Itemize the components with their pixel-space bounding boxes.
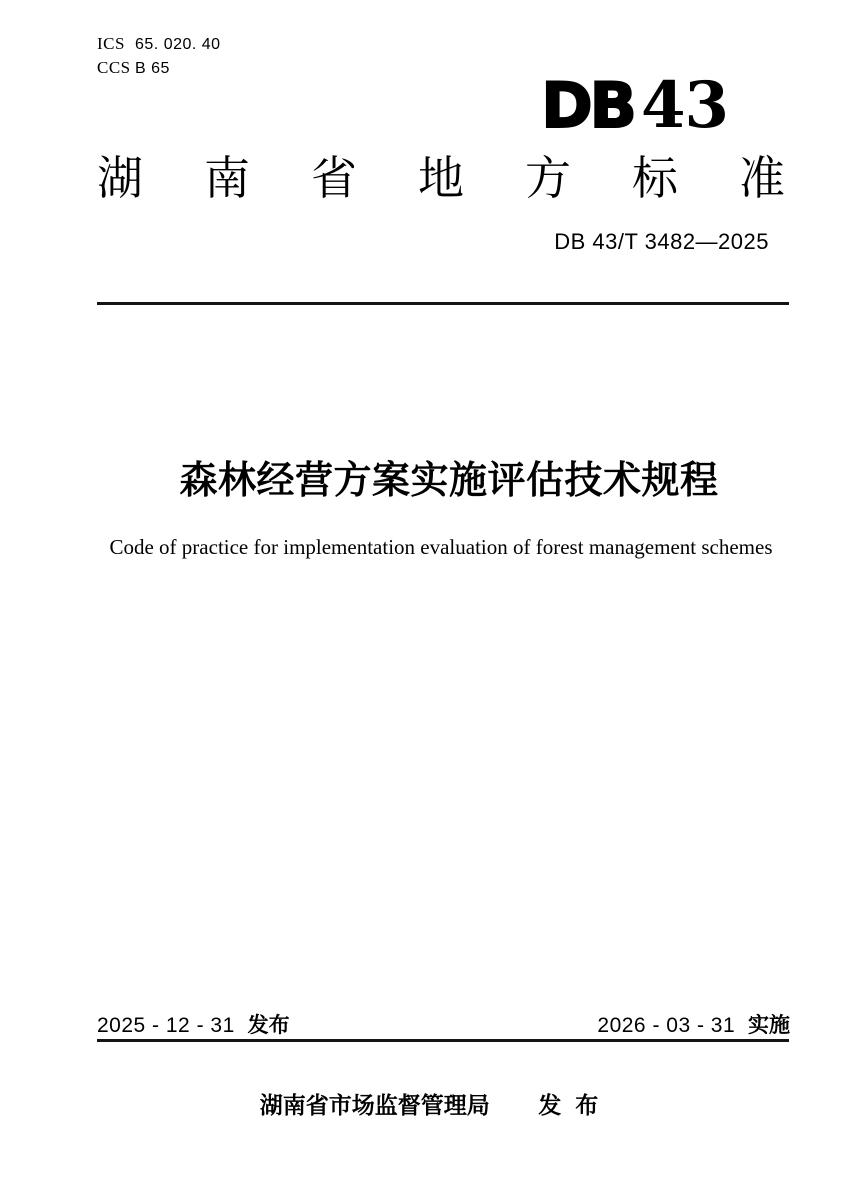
standard-category-char: 方 [525,152,571,204]
classification-codes [97,34,221,82]
ccs-value: B 65 [135,60,170,77]
footer-divider-line [97,1039,789,1042]
ics-value: 65. 020. 40 [135,36,221,53]
publisher-name: 湖南省市场监督管理局 [259,1092,490,1118]
standard-category-char: 标 [632,152,678,204]
db43-logo-region-code: 43 [640,68,728,143]
standard-category-char: 省 [311,152,357,204]
implementation-date-value: 2026 - 03 - 31 [597,1014,736,1037]
issue-date-label: 发布 [247,1014,290,1037]
document-title-english: Code of practice for implementation evaluation of forest management schemes [109,535,773,559]
db43-logo [541,68,728,143]
standard-category-char: 湖 [97,152,143,204]
standard-category-char: 地 [418,152,464,204]
date-row [97,1009,790,1037]
implementation-date [597,1009,790,1039]
publish-action-label: 发布 [538,1092,613,1118]
standard-category-char: 准 [739,152,785,204]
publisher-line [11,1092,850,1120]
ccs-row [97,58,221,82]
standard-number: DB 43/T 3482—2025 [554,229,769,254]
standard-category-char: 南 [204,152,250,204]
document-title: 森林经营方案实施评估技术规程 [179,460,719,502]
ccs-label: CCS [97,58,131,77]
db43-logo-db-text: DB [541,69,634,142]
header-divider-line [97,302,789,305]
ics-row [97,34,221,58]
standard-category-title [97,152,785,204]
ics-label: ICS [97,34,125,53]
issue-date [97,1009,290,1039]
implementation-date-label: 实施 [748,1014,790,1037]
issue-date-value: 2025 - 12 - 31 [97,1014,235,1037]
